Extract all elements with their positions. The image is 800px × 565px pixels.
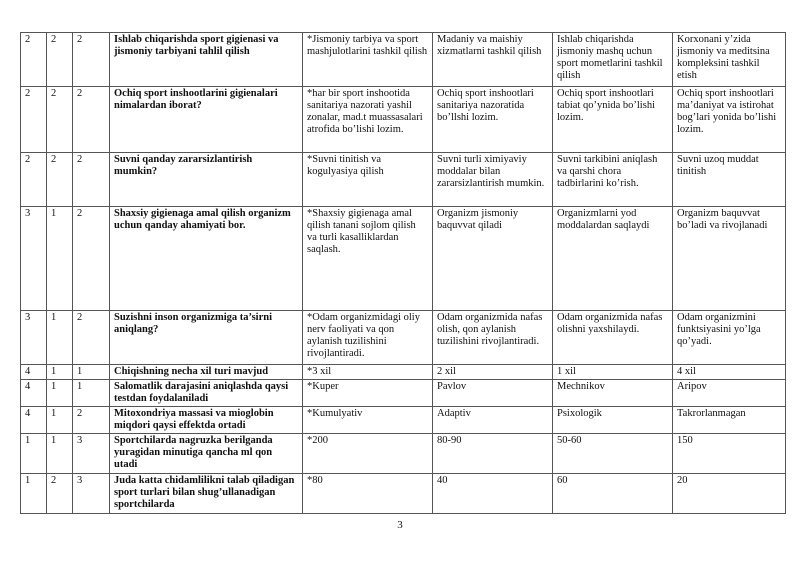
difficulty-cell: 2 bbox=[73, 87, 110, 153]
question-cell: Sportchilarda nagruzka berilganda yuragidan minutiga qancha ml qon utadi bbox=[110, 434, 303, 474]
question-cell: Ishlab chiqarishda sport gigienasi va jismoniy tarbiyani tahlil qilish bbox=[110, 33, 303, 87]
answer-cell: 1 xil bbox=[553, 365, 673, 380]
answer-cell: Pavlov bbox=[433, 380, 553, 407]
difficulty-cell: 1 bbox=[73, 380, 110, 407]
level-cell: 2 bbox=[21, 153, 47, 207]
section-cell: 2 bbox=[47, 33, 73, 87]
answer-cell: Odam organizmida nafas olish, qon aylanish tuzilishini rivojlantiradi. bbox=[433, 311, 553, 365]
answer-cell: 50-60 bbox=[553, 434, 673, 474]
answer-cell: Madaniy va maishiy xizmatlarni tashkil qilish bbox=[433, 33, 553, 87]
answer-cell: Suvni tarkibini aniqlash va qarshi chora tadbirlarini ko’rish. bbox=[553, 153, 673, 207]
table-row bbox=[21, 153, 786, 207]
question-table bbox=[20, 32, 786, 514]
level-cell: 4 bbox=[21, 380, 47, 407]
section-cell: 2 bbox=[47, 153, 73, 207]
question-cell: Suvni qanday zararsizlantirish mumkin? bbox=[110, 153, 303, 207]
answer-cell: 2 xil bbox=[433, 365, 553, 380]
correct-answer-cell: *200 bbox=[303, 434, 433, 474]
table-row bbox=[21, 365, 786, 380]
answer-cell: Aripov bbox=[673, 380, 786, 407]
answer-cell: 4 xil bbox=[673, 365, 786, 380]
question-cell: Mitoxondriya massasi va mioglobin miqdori qaysi effektda ortadi bbox=[110, 407, 303, 434]
level-cell: 1 bbox=[21, 474, 47, 514]
answer-cell: Psixologik bbox=[553, 407, 673, 434]
table-row bbox=[21, 380, 786, 407]
table-row bbox=[21, 33, 786, 87]
question-cell: Shaxsiy gigienaga amal qilish organizm uchun qanday ahamiyati bor. bbox=[110, 207, 303, 311]
difficulty-cell: 2 bbox=[73, 407, 110, 434]
answer-cell: Suvni turli ximiyaviy moddalar bilan zararsizlantirish mumkin. bbox=[433, 153, 553, 207]
section-cell: 2 bbox=[47, 474, 73, 514]
difficulty-cell: 2 bbox=[73, 311, 110, 365]
level-cell: 1 bbox=[21, 434, 47, 474]
answer-cell: Korxonani y’zida jismoniy va meditsina kompleksini tashkil etish bbox=[673, 33, 786, 87]
table-row bbox=[21, 434, 786, 474]
question-cell: Salomatlik darajasini aniqlashda qaysi testdan foydalaniladi bbox=[110, 380, 303, 407]
correct-answer-cell: *Odam organizmidagi oliy nerv faoliyati va qon aylanish tuzilishini rivojlantiradi. bbox=[303, 311, 433, 365]
section-cell: 1 bbox=[47, 407, 73, 434]
correct-answer-cell: *Jismoniy tarbiya va sport mashjulotlarini tashkil qilish bbox=[303, 33, 433, 87]
table-row bbox=[21, 407, 786, 434]
section-cell: 1 bbox=[47, 434, 73, 474]
section-cell: 1 bbox=[47, 380, 73, 407]
answer-cell: Ochiq sport inshootlari tabiat qo’ynida bo’lishi lozim. bbox=[553, 87, 673, 153]
page-number: 3 bbox=[397, 519, 403, 531]
answer-cell: Takrorlanmagan bbox=[673, 407, 786, 434]
difficulty-cell: 3 bbox=[73, 434, 110, 474]
difficulty-cell: 2 bbox=[73, 207, 110, 311]
answer-cell: Suvni uzoq muddat tinitish bbox=[673, 153, 786, 207]
level-cell: 4 bbox=[21, 365, 47, 380]
answer-cell: Odam organizmida nafas olishni yaxshilaydi. bbox=[553, 311, 673, 365]
answer-cell: 20 bbox=[673, 474, 786, 514]
difficulty-cell: 1 bbox=[73, 365, 110, 380]
section-cell: 2 bbox=[47, 87, 73, 153]
table-row bbox=[21, 311, 786, 365]
difficulty-cell: 3 bbox=[73, 474, 110, 514]
correct-answer-cell: *3 xil bbox=[303, 365, 433, 380]
section-cell: 1 bbox=[47, 207, 73, 311]
level-cell: 2 bbox=[21, 87, 47, 153]
answer-cell: 40 bbox=[433, 474, 553, 514]
answer-cell: 60 bbox=[553, 474, 673, 514]
difficulty-cell: 2 bbox=[73, 153, 110, 207]
section-cell: 1 bbox=[47, 311, 73, 365]
level-cell: 3 bbox=[21, 311, 47, 365]
correct-answer-cell: *80 bbox=[303, 474, 433, 514]
table-row bbox=[21, 207, 786, 311]
level-cell: 2 bbox=[21, 33, 47, 87]
answer-cell: Ishlab chiqarishda jismoniy mashq uchun sport mometlarini tashkil qilish bbox=[553, 33, 673, 87]
question-cell: Juda katta chidamlilikni talab qiladigan sport turlari bilan shug’ullanadigan sportchilarda bbox=[110, 474, 303, 514]
difficulty-cell: 2 bbox=[73, 33, 110, 87]
answer-cell: Organizm baquvvat bo’ladi va rivojlanadi bbox=[673, 207, 786, 311]
table-row bbox=[21, 87, 786, 153]
answer-cell: Mechnikov bbox=[553, 380, 673, 407]
correct-answer-cell: *Shaxsiy gigienaga amal qilish tanani sojlom qilish va turli kasalliklardan saqlash. bbox=[303, 207, 433, 311]
answer-cell: Organizm jismoniy baquvvat qiladi bbox=[433, 207, 553, 311]
answer-cell: Organizmlarni yod moddalardan saqlaydi bbox=[553, 207, 673, 311]
question-cell: Ochiq sport inshootlarini gigienalari nimalardan iborat? bbox=[110, 87, 303, 153]
correct-answer-cell: *Kuper bbox=[303, 380, 433, 407]
answer-cell: Ochiq sport inshootlari sanitariya nazoratida bo’llshi lozim. bbox=[433, 87, 553, 153]
question-cell: Suzishni inson organizmiga ta’sirni aniqlang? bbox=[110, 311, 303, 365]
answer-cell: 150 bbox=[673, 434, 786, 474]
answer-cell: Ochiq sport inshootlari ma’daniyat va istirohat bog’lari yonida bo’lishi lozim. bbox=[673, 87, 786, 153]
question-cell: Chiqishning necha xil turi mavjud bbox=[110, 365, 303, 380]
table-row bbox=[21, 474, 786, 514]
answer-cell: Adaptiv bbox=[433, 407, 553, 434]
correct-answer-cell: *Suvni tinitish va kogulyasiya qilish bbox=[303, 153, 433, 207]
answer-cell: 80-90 bbox=[433, 434, 553, 474]
answer-cell: Odam organizmini funktsiyasini yo’lga qo’yadi. bbox=[673, 311, 786, 365]
level-cell: 3 bbox=[21, 207, 47, 311]
level-cell: 4 bbox=[21, 407, 47, 434]
correct-answer-cell: *har bir sport inshootida sanitariya nazorati yashil zonalar, mad.t muassasalari atrofida bo’lishi lozim. bbox=[303, 87, 433, 153]
correct-answer-cell: *Kumulyativ bbox=[303, 407, 433, 434]
section-cell: 1 bbox=[47, 365, 73, 380]
